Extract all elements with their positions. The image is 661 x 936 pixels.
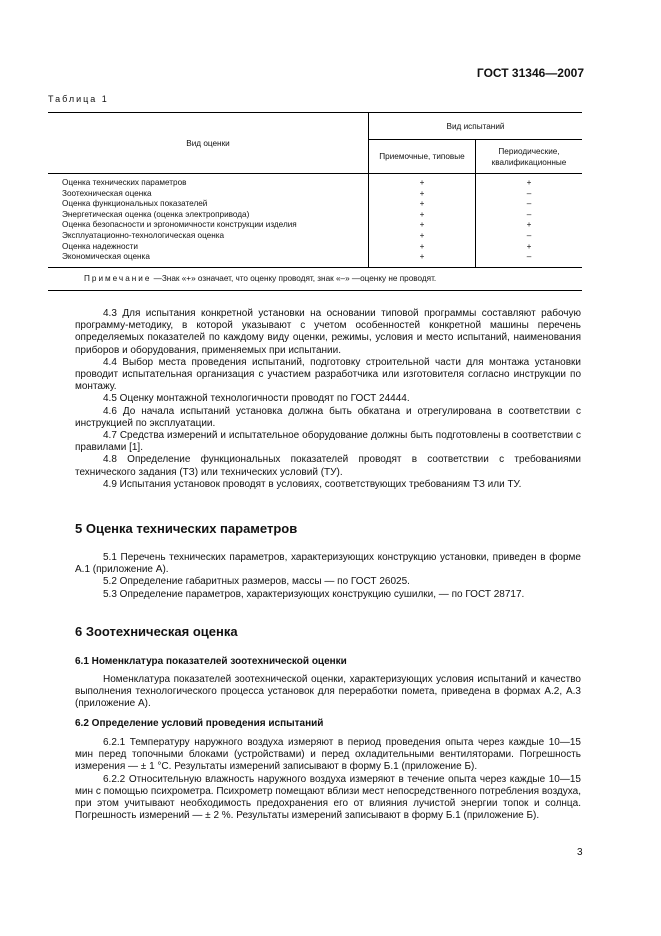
paragraph-5-3: 5.3 Определение параметров, характеризующих конструкцию сушилки, — по ГОСТ 28717. (103, 588, 525, 600)
subsection-6-1-text (75, 674, 581, 711)
paragraph-4-9: 4.9 Испытания установок проводят в условиях, соответствующих требованиям ТЗ или ТУ. (103, 478, 522, 490)
table-row-name: Оценка надежности (62, 241, 138, 251)
paragraph-4-6: 4.6 До начала испытаний установка должна быть обкатана и отрегулирована в соответствии с инструкцией по эксплуатации. (75, 405, 581, 429)
subsection-6-2-heading: 6.2 Определение условий проведения испытаний (75, 718, 324, 729)
table-row-name: Зоотехническая оценка (62, 188, 152, 198)
subsection-6-1-heading: 6.1 Номенклатура показателей зоотехнической оценки (75, 656, 347, 667)
document-code: ГОСТ 31346—2007 (476, 66, 584, 80)
paragraph-4-8: 4.8 Определение функциональных показателей проводят в соответствии с требованиями технического задания (ТЗ) или технических условий (ТУ). (75, 454, 581, 478)
section-5-paragraphs (75, 552, 581, 601)
table-row-name: Оценка функциональных показателей (62, 199, 208, 209)
section-4-paragraphs (75, 308, 581, 491)
paragraph-4-7: 4.7 Средства измерений и испытательное оборудование должны быть подготовлены в соответствии с правилами [1]. (75, 430, 581, 454)
paragraph-4-4: 4.4 Выбор места проведения испытаний, подготовку строительной части для монтажа установки проводит испытательная организация с участием разработчика или изготовителя согласно инструкции по монтажу. (75, 356, 581, 393)
table-note: Примечание —Знак «+» означает, что оценку проводят, знак «–» —оценку не проводят. (48, 267, 582, 290)
col-header-periodic: Периодические, квалификационные (476, 140, 583, 174)
row-names-cell (48, 174, 369, 268)
table-label: Таблица 1 (48, 94, 109, 104)
paragraph-5-1: 5.1 Перечень технических параметров, характеризующих конструкцию установки, приведен в форме А.1 (приложение А). (75, 552, 581, 576)
paragraph-6-1: Номенклатура показателей зоотехнической оценки, характеризующих условия испытаний и качество выполнения технологического процесса установок для переработки помета, приведена в формах А.2, А.3 (приложение А). (75, 674, 581, 710)
col-header-kind: Вид оценки (48, 113, 369, 174)
col-header-tests: Вид испытаний (369, 113, 583, 140)
table-row-name: Оценка безопасности и эргономичности конструкции изделия (62, 220, 297, 230)
section-6-heading: 6 Зоотехническая оценка (75, 624, 238, 639)
acceptance-values-cell: + + + + + + + + (369, 174, 476, 268)
paragraph-4-5: 4.5 Оценку монтажной технологичности проводят по ГОСТ 24444. (103, 393, 410, 405)
table-row-name: Энергетическая оценка (оценка электропривода) (62, 209, 250, 219)
paragraph-6-2-1: 6.2.1 Температуру наружного воздуха измеряют в период проведения опыта через каждые 10—15 мин перед топочными блоками (устройствами) и перед охладительными вентиляторами. Погрешность измерения — ± 1 °С. Результаты измерений записывают в форму Б.1 (приложение Б). (75, 737, 581, 773)
table-row-name: Оценка технических параметров (62, 178, 187, 187)
paragraph-6-2-2: 6.2.2 Относительную влажность наружного воздуха измеряют в течение опыта через каждые 10—15 мин с помощью психрометра. Психрометр помещают вблизи мест непосредственного потребления воздуха, при этом учитывают необходимость предохранения его от влияния лучистой энергии топок и солнца. Погрешность измерений — ± 2 %. Результаты измерений записывают в форму Б.1 (приложение Б). (75, 773, 581, 822)
col-header-acceptance: Приемочные, типовые (369, 140, 476, 174)
paragraph-5-2: 5.2 Определение габаритных размеров, массы — по ГОСТ 26025. (103, 576, 410, 588)
table-row-name: Экономическая оценка (62, 252, 150, 262)
page-number: 3 (577, 847, 583, 858)
paragraph-4-3: 4.3 Для испытания конкретной установки на основании типовой программы составляют рабочую программу-методику, в которой указывают с учетом особенностей конкретной машины перечень определяемых показателей по каждому виду оценки, режимы, условия и место испытаний, наименования приборов и оборудования, применяемых при испытании. (75, 308, 581, 356)
table-row-name: Эксплуатационно-технологическая оценка (62, 230, 225, 240)
subsection-6-2-text (75, 737, 581, 822)
table-1 (48, 112, 582, 291)
section-5-heading: 5 Оценка технических параметров (75, 521, 298, 536)
periodic-values-cell: + – – – + – + – (526, 178, 532, 262)
